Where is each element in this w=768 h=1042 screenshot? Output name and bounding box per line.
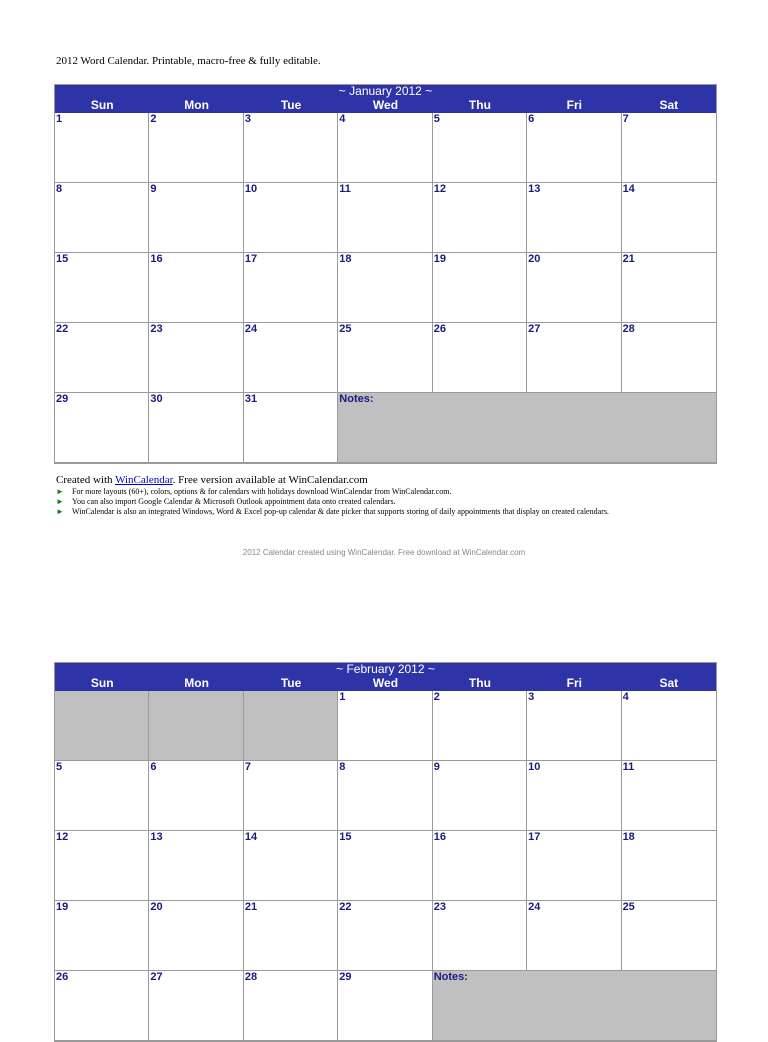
day-number: 28: [622, 323, 635, 335]
day-cell[interactable]: [149, 831, 243, 901]
weekday-mon: Mon: [184, 676, 209, 690]
day-number: 16: [150, 253, 163, 265]
arrow-icon: ►: [56, 487, 64, 496]
calendar-february: [54, 662, 717, 1042]
empty-day-cell: [149, 691, 243, 761]
day-cell[interactable]: [244, 971, 338, 1041]
day-number: 18: [339, 253, 352, 265]
day-number: 17: [528, 831, 541, 843]
day-number: 13: [528, 183, 541, 195]
day-cell[interactable]: [527, 691, 621, 761]
day-cell[interactable]: [433, 323, 527, 393]
day-number: 27: [528, 323, 541, 335]
day-cell[interactable]: [149, 253, 243, 323]
day-cell[interactable]: [55, 971, 149, 1041]
tips-list: [56, 487, 696, 517]
day-number: 26: [433, 323, 446, 335]
day-cell[interactable]: [338, 901, 432, 971]
day-number: 1: [339, 691, 346, 703]
day-cell[interactable]: [338, 183, 432, 253]
notes-area[interactable]: [338, 393, 716, 463]
day-number: 7: [244, 761, 251, 773]
day-number: 20: [150, 901, 163, 913]
day-number: 6: [150, 761, 157, 773]
day-cell[interactable]: [244, 901, 338, 971]
day-cell[interactable]: [622, 183, 716, 253]
notes-label: Notes:: [433, 971, 468, 983]
day-cell[interactable]: [149, 761, 243, 831]
day-number: 21: [244, 901, 258, 913]
day-cell[interactable]: [55, 323, 149, 393]
day-number: 2: [433, 691, 440, 703]
weekday-fri: Fri: [566, 676, 583, 690]
day-number: 30: [150, 393, 163, 405]
weekday-sun: Sun: [90, 98, 114, 112]
day-number: 1: [56, 113, 63, 125]
calendar-header: [55, 85, 716, 113]
day-cell[interactable]: [433, 691, 527, 761]
day-cell[interactable]: [433, 113, 527, 183]
day-number: 22: [56, 323, 69, 335]
day-number: 28: [244, 971, 258, 983]
day-number: 4: [622, 691, 629, 703]
tip-text: You can also import Google Calendar & Microsoft Outlook appointment data onto created calendars.: [72, 497, 396, 506]
day-cell[interactable]: [55, 393, 149, 463]
day-cell[interactable]: [622, 113, 716, 183]
day-number: 19: [433, 253, 446, 265]
day-number: 9: [433, 761, 440, 773]
day-number: 22: [339, 901, 352, 913]
day-number: 5: [433, 113, 440, 125]
day-number: 2: [150, 113, 157, 125]
day-number: 27: [150, 971, 163, 983]
weekday-tue: Tue: [280, 98, 302, 112]
day-number: 3: [528, 691, 535, 703]
day-cell[interactable]: [527, 253, 621, 323]
day-cell[interactable]: [244, 113, 338, 183]
weekday-sat: Sat: [659, 676, 679, 690]
day-number: 12: [56, 831, 69, 843]
weekday-sat: Sat: [659, 98, 679, 112]
tip-item: [56, 487, 696, 497]
day-cell[interactable]: [55, 253, 149, 323]
day-number: 10: [244, 183, 258, 195]
day-cell[interactable]: [433, 831, 527, 901]
day-cell[interactable]: [244, 323, 338, 393]
weekday-wed: Wed: [372, 676, 399, 690]
day-cell[interactable]: [433, 183, 527, 253]
day-number: 26: [56, 971, 69, 983]
empty-day-cell: [244, 691, 338, 761]
day-cell[interactable]: [244, 761, 338, 831]
weekday-row: [55, 677, 716, 690]
day-number: 24: [244, 323, 258, 335]
calendar-header: [55, 663, 716, 691]
day-number: 29: [56, 393, 69, 405]
day-cell[interactable]: [55, 831, 149, 901]
day-cell[interactable]: [433, 901, 527, 971]
footer: [56, 474, 696, 517]
day-cell[interactable]: [55, 183, 149, 253]
day-cell[interactable]: [527, 113, 621, 183]
day-number: 6: [528, 113, 535, 125]
created-suffix: . Free version available at WinCalendar.com: [172, 474, 368, 486]
day-cell[interactable]: [338, 971, 432, 1041]
day-cell[interactable]: [527, 183, 621, 253]
day-number: 5: [56, 761, 63, 773]
day-cell[interactable]: [338, 253, 432, 323]
empty-day-cell: [55, 691, 149, 761]
day-number: 23: [433, 901, 446, 913]
day-cell[interactable]: [149, 323, 243, 393]
weekday-wed: Wed: [372, 98, 399, 112]
month-title: ~ February 2012 ~: [336, 662, 435, 676]
day-cell[interactable]: [338, 761, 432, 831]
day-cell[interactable]: [622, 253, 716, 323]
day-number: 13: [150, 831, 163, 843]
day-cell[interactable]: [433, 761, 527, 831]
day-cell[interactable]: [149, 971, 243, 1041]
day-cell[interactable]: [622, 831, 716, 901]
arrow-icon: ►: [56, 507, 64, 516]
day-number: 3: [244, 113, 251, 125]
day-cell[interactable]: [338, 831, 432, 901]
day-number: 31: [244, 393, 258, 405]
weekday-mon: Mon: [184, 98, 209, 112]
notes-label: Notes:: [339, 393, 374, 405]
day-cell[interactable]: [149, 901, 243, 971]
day-number: 16: [433, 831, 446, 843]
tip-text: For more layouts (60+), colors, options & for calendars with holidays download WinCalendar from WinCalendar.com.: [72, 487, 452, 496]
day-number: 11: [622, 761, 635, 773]
day-cell[interactable]: [338, 323, 432, 393]
day-cell[interactable]: [244, 183, 338, 253]
day-number: 8: [56, 183, 63, 195]
arrow-icon: ►: [56, 497, 64, 506]
created-prefix: Created with: [56, 474, 116, 486]
day-number: 17: [244, 253, 258, 265]
day-cell[interactable]: [149, 393, 243, 463]
tip-item: [56, 507, 696, 517]
calendar-january: [54, 84, 717, 464]
day-cell[interactable]: [55, 901, 149, 971]
day-number: 25: [339, 323, 352, 335]
day-cell[interactable]: [622, 761, 716, 831]
tip-item: [56, 497, 696, 507]
day-number: 8: [339, 761, 346, 773]
day-cell[interactable]: [244, 831, 338, 901]
day-cell[interactable]: [338, 691, 432, 761]
day-cell[interactable]: [338, 113, 432, 183]
day-number: 11: [339, 183, 351, 195]
day-number: 14: [622, 183, 635, 195]
day-cell[interactable]: [622, 691, 716, 761]
day-cell[interactable]: [622, 323, 716, 393]
day-number: 19: [56, 901, 69, 913]
day-number: 7: [622, 113, 629, 125]
weekday-row: [55, 99, 716, 112]
day-cell[interactable]: [244, 393, 338, 463]
weekday-tue: Tue: [280, 676, 302, 690]
page-intro: 2012 Word Calendar. Printable, macro-free & fully editable.: [56, 55, 321, 67]
day-number: 10: [528, 761, 541, 773]
day-cell[interactable]: [527, 831, 621, 901]
day-number: 23: [150, 323, 163, 335]
day-cell[interactable]: [55, 761, 149, 831]
day-number: 15: [56, 253, 69, 265]
weekday-thu: Thu: [468, 676, 491, 690]
month-title: ~ January 2012 ~: [338, 84, 433, 98]
day-cell[interactable]: [527, 901, 621, 971]
day-number: 12: [433, 183, 446, 195]
day-number: 18: [622, 831, 635, 843]
wincalendar-link[interactable]: WinCalendar: [115, 474, 173, 486]
day-number: 24: [528, 901, 541, 913]
day-grid: [55, 691, 716, 1041]
day-cell[interactable]: [55, 113, 149, 183]
day-number: 25: [622, 901, 635, 913]
day-number: 20: [528, 253, 541, 265]
day-number: 9: [150, 183, 157, 195]
weekday-sun: Sun: [90, 676, 114, 690]
day-cell[interactable]: [149, 183, 243, 253]
weekday-fri: Fri: [566, 98, 583, 112]
day-cell[interactable]: [622, 901, 716, 971]
day-cell[interactable]: [244, 253, 338, 323]
day-number: 15: [339, 831, 352, 843]
day-number: 4: [339, 113, 346, 125]
day-number: 14: [244, 831, 258, 843]
day-cell[interactable]: [527, 323, 621, 393]
day-cell[interactable]: [527, 761, 621, 831]
day-grid: [55, 113, 716, 463]
weekday-thu: Thu: [468, 98, 491, 112]
center-note: 2012 Calendar created using WinCalendar. Free download at WinCalendar.com: [242, 548, 526, 557]
notes-area[interactable]: [433, 971, 716, 1041]
day-cell[interactable]: [433, 253, 527, 323]
day-number: 21: [622, 253, 635, 265]
day-number: 29: [339, 971, 352, 983]
day-cell[interactable]: [149, 113, 243, 183]
tip-text: WinCalendar is also an integrated Windows, Word & Excel pop-up calendar & date picker that supports storing of daily appointments that display on created calendars.: [72, 507, 609, 516]
created-with-line: [56, 474, 696, 487]
